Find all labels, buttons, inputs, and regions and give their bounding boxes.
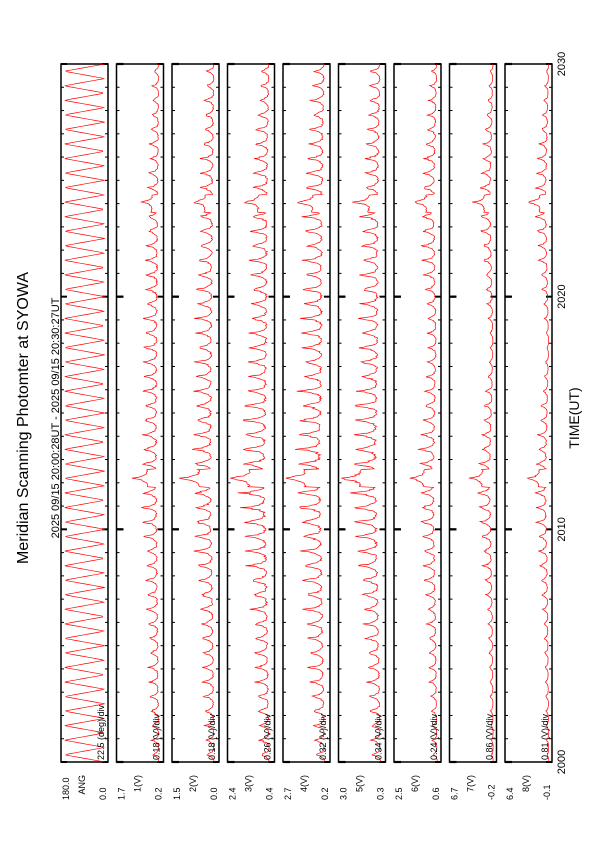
panel-trace-8 — [528, 64, 549, 762]
panel-ymin-label: 0.0 — [209, 787, 219, 800]
panel-trace-5 — [341, 64, 380, 762]
panel-ymax-label: 3.0 — [338, 787, 349, 800]
panel-frame-8 — [505, 64, 552, 762]
panel-scale-label: 0.86 (V)/div — [484, 713, 495, 760]
panel-ymin-label: 0.2 — [153, 787, 164, 800]
panel-ymin-label: -0.1 — [542, 784, 552, 800]
panel-frame-5 — [339, 64, 386, 762]
x-tick-label: 2020 — [556, 284, 568, 309]
panel-scale-label: 0.81 (V)/div — [540, 713, 550, 760]
x-tick-label: 2010 — [556, 517, 568, 542]
panel-frame-4 — [283, 64, 330, 762]
time-range-label: 2025 09/15 20:00:28UT - 2025 09/15 20:30:27UT — [50, 297, 62, 539]
panel-channel-label: 3(V) — [243, 775, 254, 793]
panel-scale-label: 0.18 (V)/div — [207, 713, 217, 760]
panel-channel-label: 6(V) — [410, 775, 420, 793]
panel-ymax-label: 6.4 — [505, 787, 515, 800]
panel-ymax-label: 2.7 — [283, 787, 293, 800]
panel-ymax-label: 180.0 — [61, 777, 71, 800]
panel-channel-label: ANG — [77, 775, 87, 795]
panel-ymax-label: 2.4 — [227, 787, 238, 800]
panel-ymin-label: -0.2 — [486, 784, 497, 800]
panel-ymax-label: 6.7 — [449, 787, 460, 800]
x-tick-label: 2030 — [556, 51, 568, 77]
panel-trace-1 — [132, 64, 159, 762]
panel-channel-label: 4(V) — [299, 775, 309, 793]
panel-ymin-label: 0.3 — [375, 787, 386, 800]
x-tick-label: 2000 — [556, 749, 568, 775]
panel-frame-3 — [228, 64, 275, 762]
panel-trace-3 — [230, 64, 269, 762]
x-axis-label: TIME(UT) — [566, 387, 582, 449]
panel-channel-label: 8(V) — [521, 775, 531, 793]
panel-scale-label: 0.24 (V)/div — [429, 713, 439, 760]
panel-trace-7 — [469, 64, 493, 762]
panel-channel-label: 2(V) — [188, 775, 198, 793]
panel-frame-0 — [61, 64, 108, 762]
panel-scale-label: 0.34 (V)/div — [373, 713, 384, 760]
panel-ymin-label: 0.4 — [264, 787, 275, 800]
panel-scale-label: 0.26 (V)/div — [262, 713, 273, 760]
panel-frame-2 — [172, 64, 219, 762]
panel-scale-label: 22.5 (deg)/div — [96, 704, 106, 760]
chart-title: Meridian Scanning Photomter at SYOWA — [15, 272, 32, 564]
panel-scale-label: 0.18 (V)/div — [151, 713, 162, 760]
panel-trace-2 — [179, 64, 214, 762]
panel-channel-label: 7(V) — [465, 775, 476, 793]
panel-channel-label: 1(V) — [132, 775, 143, 793]
panel-ymin-label: 0.0 — [98, 787, 108, 800]
panel-ymin-label: 0.6 — [431, 787, 441, 800]
panel-trace-4 — [286, 64, 325, 762]
panel-trace-6 — [410, 64, 437, 762]
panel-ymax-label: 1.5 — [172, 787, 182, 800]
panel-ymax-label: 1.7 — [116, 787, 127, 800]
panel-channel-label: 5(V) — [354, 775, 365, 793]
panel-ymax-label: 2.5 — [394, 787, 404, 800]
panel-ymin-label: 0.2 — [320, 787, 330, 800]
panel-scale-label: 0.32 (V)/div — [318, 713, 328, 760]
panel-trace-0 — [65, 64, 105, 762]
panel-frame-7 — [450, 64, 497, 762]
